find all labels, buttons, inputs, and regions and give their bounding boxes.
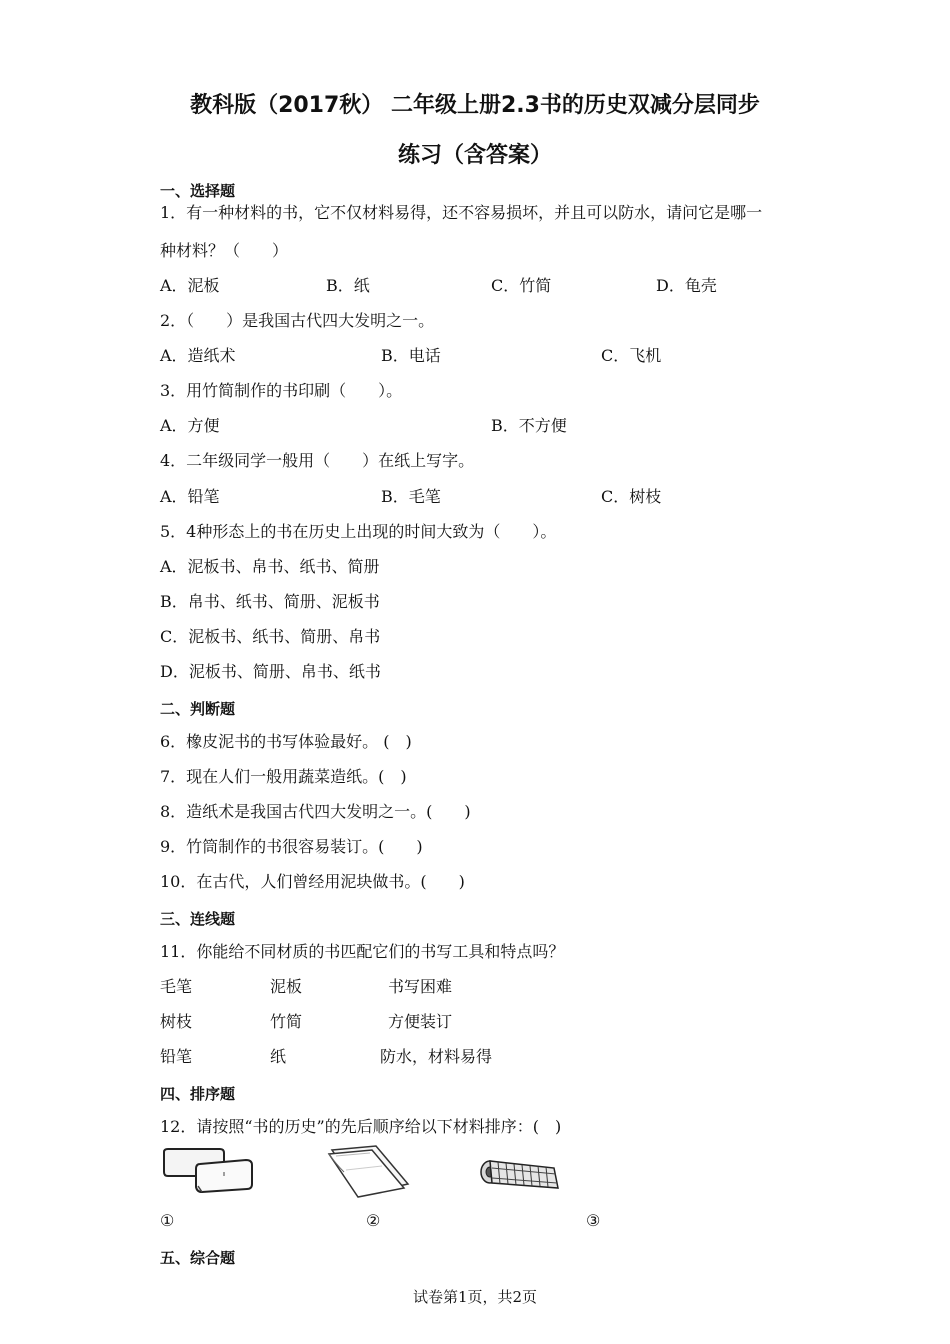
question-5-option-a: A．泥板书、帛书、纸书、简册 bbox=[160, 557, 380, 576]
question-4-option-b: B．毛笔 bbox=[381, 487, 441, 506]
match-tool-1: 毛笔 bbox=[160, 977, 193, 996]
section-heading-ordering: 四、排序题 bbox=[160, 1085, 236, 1103]
match-material-2: 竹简 bbox=[270, 1012, 303, 1031]
section-heading-judge: 二、判断题 bbox=[160, 700, 236, 718]
match-tool-2: 树枝 bbox=[160, 1012, 193, 1031]
question-5-stem: 5．4种形态上的书在历史上出现的时间大致为（ ）。 bbox=[160, 522, 557, 541]
judge-question-6: 6．橡皮泥书的书写体验最好。 ( ) bbox=[160, 732, 412, 751]
question-4-option-c: C．树枝 bbox=[601, 487, 662, 506]
picture-3-label: ③ bbox=[586, 1211, 601, 1230]
question-5-option-d: D．泥板书、简册、帛书、纸书 bbox=[160, 662, 381, 681]
judge-question-10: 10．在古代，人们曾经用泥块做书。( ) bbox=[160, 872, 465, 891]
section-heading-comprehensive: 五、综合题 bbox=[160, 1249, 236, 1267]
question-2-stem: 2．（ ）是我国古代四大发明之一。 bbox=[160, 311, 435, 330]
question-1-option-d: D．龟壳 bbox=[656, 276, 717, 295]
question-5-option-b: B．帛书、纸书、简册、泥板书 bbox=[160, 592, 380, 611]
picture-1-label: ① bbox=[160, 1211, 175, 1230]
picture-2-label: ② bbox=[366, 1211, 381, 1230]
clay-tablets-picture bbox=[160, 1146, 256, 1196]
question-5-option-c: C．泥板书、纸书、简册、帛书 bbox=[160, 627, 381, 646]
document-title-line-1: 教科版（2017秋） 二年级上册2.3书的历史双减分层同步 bbox=[190, 93, 760, 118]
question-12-stem: 12．请按照“书的历史”的先后顺序给以下材料排序：( ) bbox=[160, 1117, 562, 1136]
match-feature-2: 方便装订 bbox=[388, 1012, 453, 1031]
question-2-option-c: C．飞机 bbox=[601, 346, 662, 365]
section-heading-choice: 一、选择题 bbox=[160, 182, 236, 200]
match-material-3: 纸 bbox=[270, 1047, 287, 1066]
page-footer: 试卷第1页，共2页 bbox=[412, 1288, 538, 1306]
question-3-stem: 3．用竹简制作的书印刷（ ）。 bbox=[160, 381, 403, 400]
question-1-option-a: A．泥板 bbox=[160, 276, 220, 295]
question-1-stem-cont: 种材料？（ ） bbox=[160, 241, 289, 260]
question-2-option-a: A．造纸术 bbox=[160, 346, 236, 365]
document-title-line-2: 练习（含答案） bbox=[397, 143, 552, 168]
question-4-stem: 4．二年级同学一般用（ ）在纸上写字。 bbox=[160, 451, 475, 470]
question-1-option-b: B．纸 bbox=[326, 276, 370, 295]
question-1-stem: 1．有一种材料的书，它不仅材料易得，还不容易损坏，并且可以防水，请问它是哪一 bbox=[160, 203, 763, 222]
question-3-option-a: A．方便 bbox=[160, 416, 220, 435]
bamboo-slips-picture bbox=[478, 1158, 562, 1194]
question-2-option-b: B．电话 bbox=[381, 346, 441, 365]
judge-question-7: 7．现在人们一般用蔬菜造纸。( ) bbox=[160, 767, 407, 786]
match-tool-3: 铅笔 bbox=[160, 1047, 193, 1066]
match-feature-3: 防水，材料易得 bbox=[380, 1047, 493, 1066]
match-feature-1: 书写困难 bbox=[388, 977, 453, 996]
judge-question-9: 9．竹筒制作的书很容易装订。( ) bbox=[160, 837, 423, 856]
question-11-stem: 11．你能给不同材质的书匹配它们的书写工具和特点吗？ bbox=[160, 942, 565, 961]
section-heading-matching: 三、连线题 bbox=[160, 910, 236, 928]
question-1-option-c: C．竹简 bbox=[491, 276, 552, 295]
question-3-option-b: B．不方便 bbox=[491, 416, 567, 435]
question-4-option-a: A．铅笔 bbox=[160, 487, 220, 506]
paper-sheets-picture bbox=[326, 1144, 412, 1198]
match-material-1: 泥板 bbox=[270, 977, 303, 996]
judge-question-8: 8．造纸术是我国古代四大发明之一。( ) bbox=[160, 802, 471, 821]
